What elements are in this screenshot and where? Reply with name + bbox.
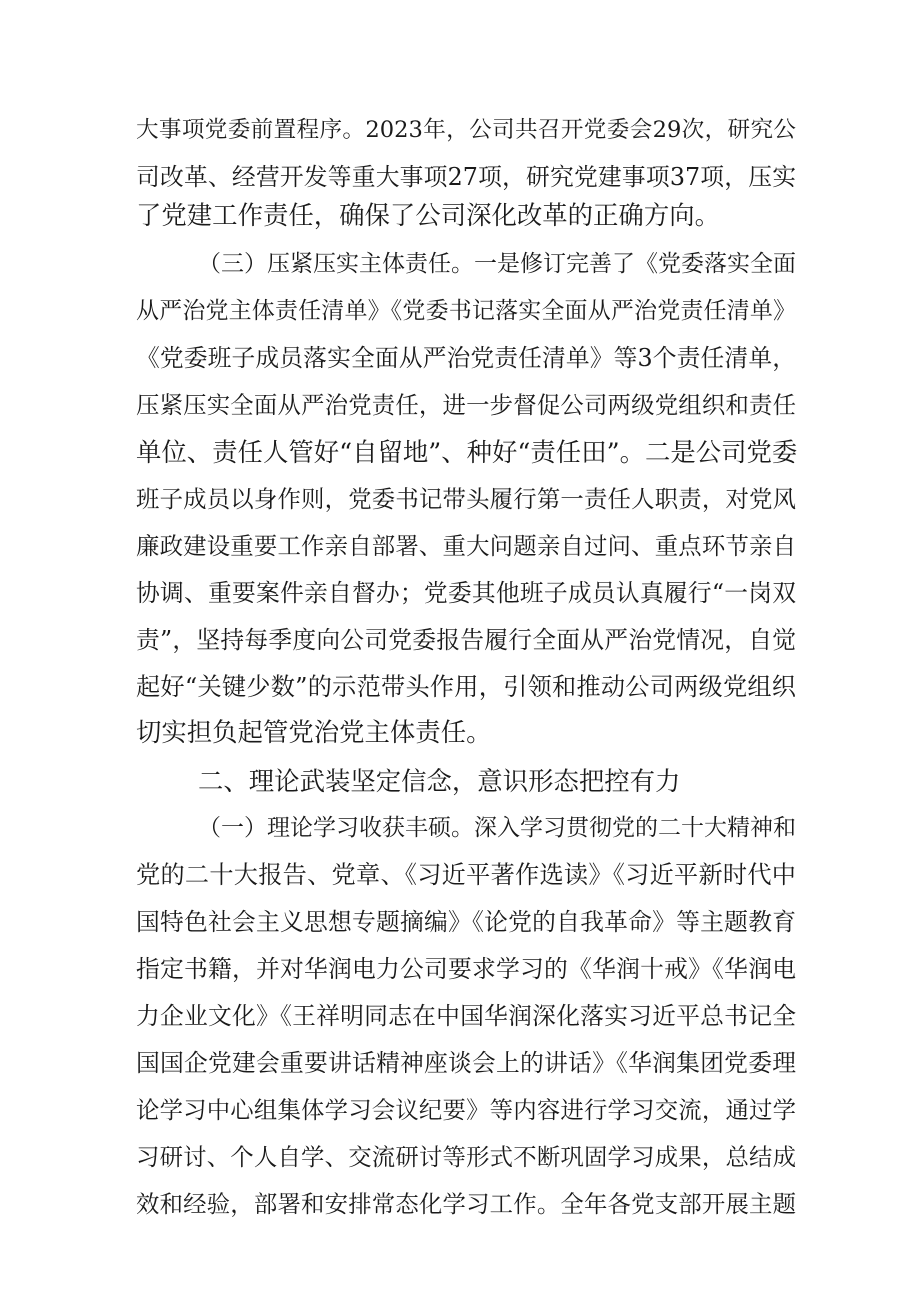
text-line: 责”，坚持每季度向公司党委报告履行全面从严治党情况，自觉 xyxy=(136,626,796,654)
text-line: 大事项党委前置程序。2023年，公司共召开党委会29次，研究公 xyxy=(136,117,796,143)
text-line: 班子成员以身作则，党委书记带头履行第一责任人职责，对党风 xyxy=(136,485,796,513)
section-heading-line: （三）压紧压实主体责任。一是修订完善了《党委落实全面 xyxy=(198,251,796,277)
section-heading-line: （一）理论学习收获丰硕。深入学习贯彻党的二十大精神和 xyxy=(198,815,796,841)
text-line: 切实担负起管党治党主体责任。 xyxy=(136,717,492,747)
text-line: 效和经验，部署和安排常态化学习工作。全年各党支部开展主题 xyxy=(136,1190,796,1218)
text-line: 协调、重要案件亲自督办；党委其他班子成员认真履行“一岗双 xyxy=(136,579,796,607)
chapter-heading: 二、理论武装坚定信念，意识形态把控有力 xyxy=(198,766,681,796)
text-line: 单位、责任人管好“自留地”、种好“责任田”。二是公司党委 xyxy=(136,437,798,467)
text-line: 从严治党主体责任清单》《党委书记落实全面从严治党责任清单》 xyxy=(136,298,796,324)
text-line: 起好“关键少数”的示范带头作用，引领和推动公司两级党组织 xyxy=(136,673,796,701)
text-line: 了党建工作责任，确保了公司深化改革的正确方向。 xyxy=(136,200,720,230)
text-line: 力企业文化》《王祥明同志在中国华润深化落实习近平总书记全 xyxy=(136,1002,796,1030)
text-line: 《党委班子成员落实全面从严治党责任清单》等3个责任清单， xyxy=(136,344,796,372)
text-line: 习研讨、个人自学、交流研讨等形式不断巩固学习成果，总结成 xyxy=(136,1143,796,1171)
text-line: 党的二十大报告、党章、《习近平著作选读》《习近平新时代中 xyxy=(136,861,796,889)
text-line: 司改革、经营开发等重大事项27项，研究党建事项37项，压实 xyxy=(136,163,796,191)
text-line: 论学习中心组集体学习会议纪要》等内容进行学习交流，通过学 xyxy=(136,1096,796,1124)
text-line: 国特色社会主义思想专题摘编》《论党的自我革命》等主题教育 xyxy=(136,908,796,936)
text-line: 压紧压实全面从严治党责任，进一步督促公司两级党组织和责任 xyxy=(136,391,796,419)
text-line: 廉政建设重要工作亲自部署、重大问题亲自过问、重点环节亲自 xyxy=(136,532,796,560)
text-line: 指定书籍，并对华润电力公司要求学习的《华润十戒》《华润电 xyxy=(136,955,796,983)
text-line: 国国企党建会重要讲话精神座谈会上的讲话》《华润集团党委理 xyxy=(136,1049,796,1077)
